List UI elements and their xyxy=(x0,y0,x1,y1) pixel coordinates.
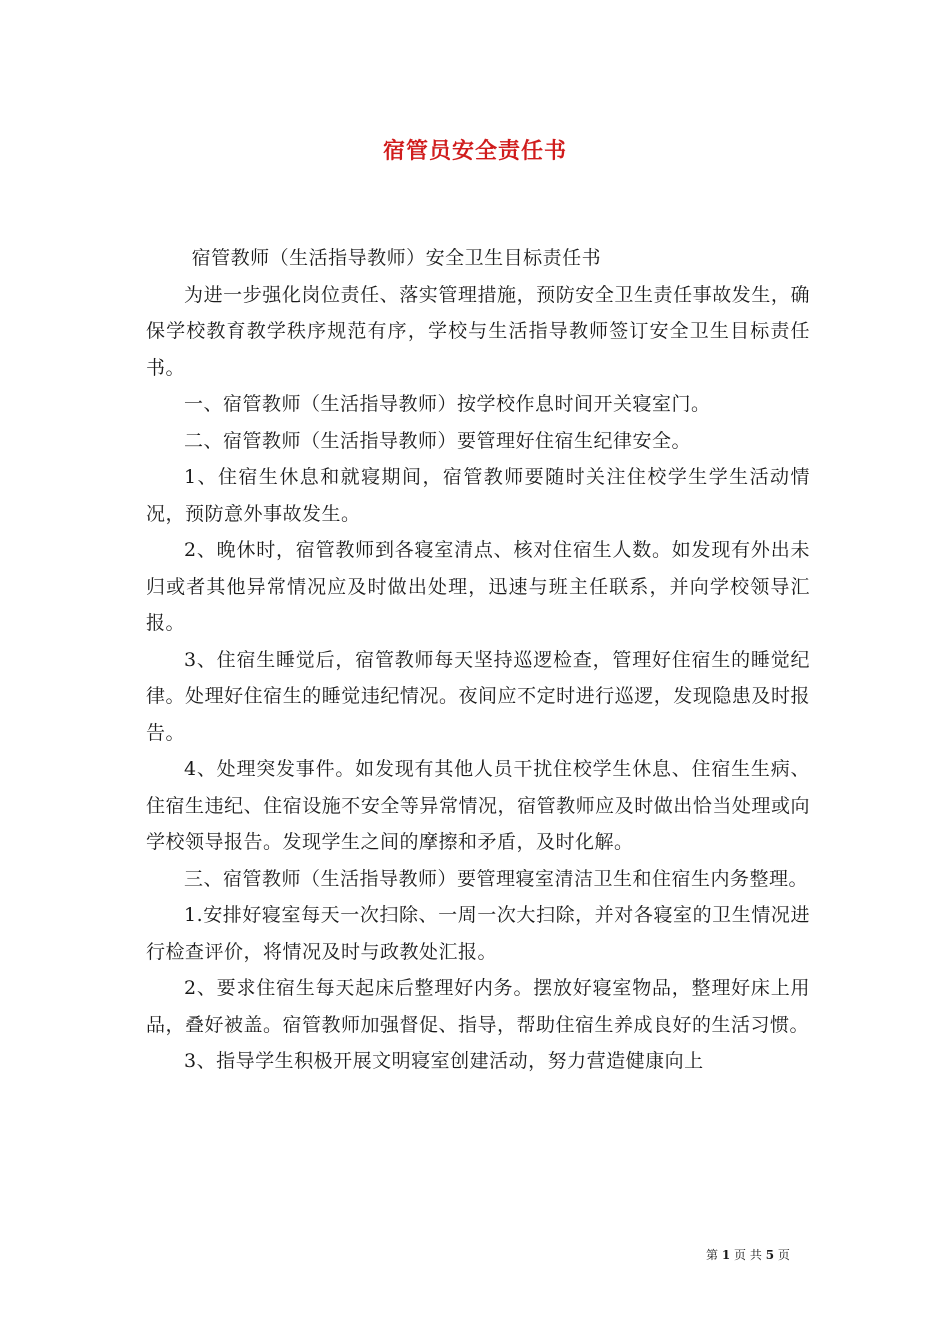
footer-middle: 页 共 xyxy=(734,1248,762,1262)
paragraph-intro: 为进一步强化岗位责任、落实管理措施，预防安全卫生责任事故发生，确保学校教育教学秩序规范有序，学校与生活指导教师签订安全卫生目标责任书。 xyxy=(146,283,810,379)
document-body xyxy=(146,240,810,1080)
paragraph-section-1: 一、宿管教师（生活指导教师）按学校作息时间开关寝室门。 xyxy=(184,393,711,415)
footer-suffix: 页 xyxy=(777,1248,790,1262)
paragraph-item-3-2: 2、要求住宿生每天起床后整理好内务。摆放好寝室物品，整理好床上用品，叠好被盖。宿管教师加强督促、指导，帮助住宿生养成良好的生活习惯。 xyxy=(146,977,810,1036)
paragraph-item-3-1: 1.安排好寝室每天一次扫除、一周一次大扫除，并对各寝室的卫生情况进行检查评价，将情况及时与政教处汇报。 xyxy=(146,904,810,963)
paragraph-subtitle: 宿管教师（生活指导教师）安全卫生目标责任书 xyxy=(191,247,602,269)
paragraph-item-2-3: 3、住宿生睡觉后，宿管教师每天坚持巡逻检查，管理好住宿生的睡觉纪律。处理好住宿生的睡觉违纪情况。夜间应不定时进行巡逻，发现隐患及时报告。 xyxy=(146,648,810,744)
paragraph-item-2-4: 4、处理突发事件。如发现有其他人员干扰住校学生休息、住宿生生病、住宿生违纪、住宿设施不安全等异常情况，宿管教师应及时做出恰当处理或向学校领导报告。发现学生之间的摩擦和矛盾，及时化解。 xyxy=(146,758,810,853)
paragraph-item-2-2: 2、晚休时，宿管教师到各寝室清点、核对住宿生人数。如发现有外出未归或者其他异常情况应及时做出处理，迅速与班主任联系，并向学校领导汇报。 xyxy=(146,539,810,634)
paragraph-section-3: 三、宿管教师（生活指导教师）要管理寝室清洁卫生和住宿生内务整理。 xyxy=(184,867,809,890)
footer-prefix: 第 xyxy=(706,1248,719,1262)
paragraph-item-3-3: 3、指导学生积极开展文明寝室创建活动，努力营造健康向上 xyxy=(184,1050,704,1072)
page-number-footer xyxy=(706,1246,790,1263)
paragraph-section-2: 二、宿管教师（生活指导教师）要管理好住宿生纪律安全。 xyxy=(184,429,692,452)
footer-total-pages: 5 xyxy=(765,1248,775,1262)
footer-current-page: 1 xyxy=(721,1248,731,1262)
paragraph-item-2-1: 1、住宿生休息和就寝期间，宿管教师要随时关注住校学生学生活动情况，预防意外事故发生。 xyxy=(146,466,810,525)
document-title: 宿管员安全责任书 xyxy=(382,138,567,164)
